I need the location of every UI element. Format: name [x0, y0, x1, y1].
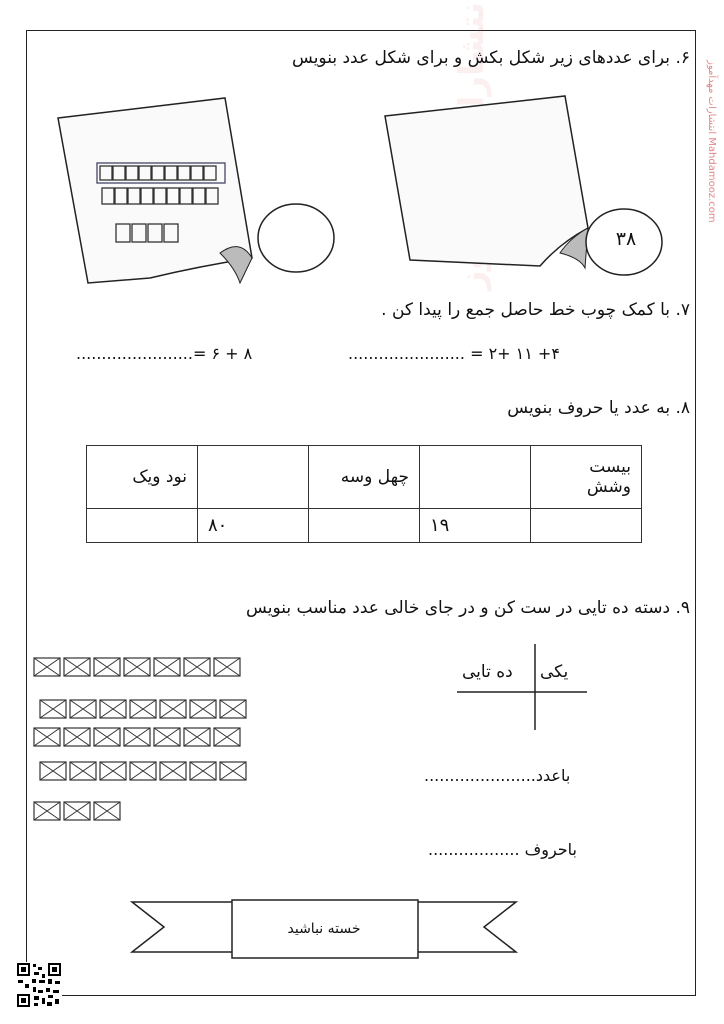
table-cell[interactable] [531, 509, 642, 543]
table-cell: ۱۹ [420, 509, 531, 543]
q8-table [86, 445, 642, 543]
by-letters-field[interactable]: باحروف .................. [428, 840, 577, 859]
place-value-lines [455, 640, 595, 735]
left-sticky-note [58, 98, 334, 283]
left-answer-circle [258, 204, 334, 272]
envelope-row-3 [34, 728, 240, 746]
table-cell: نود ویک [87, 446, 198, 509]
envelope-row-2 [40, 700, 246, 718]
q9-title: ۹. دسته ده تایی در ست کن و در جای خالی عدد مناسب بنویس [246, 598, 690, 618]
table-cell: چهل وسه [309, 446, 420, 509]
table-cell[interactable] [87, 509, 198, 543]
table-cell[interactable] [309, 509, 420, 543]
right-card-number: ۳۸ [615, 228, 637, 250]
side-watermark: انتشارات مهدآموز Mahdamooz.com [706, 60, 717, 223]
envelope-row-1 [34, 658, 240, 676]
table-cell[interactable] [420, 446, 531, 509]
table-cell: ۸۰ [198, 509, 309, 543]
table-row [87, 509, 642, 543]
q6-title: ۶. برای عددهای زیر شکل بکش و برای شکل عدد بنویس [292, 48, 690, 68]
by-number-field[interactable]: باعدد...................... [424, 766, 571, 785]
q7-expression-right: ۴+ ۱۱ +۲ = ....................... [348, 344, 560, 363]
envelope-row-4 [40, 762, 246, 780]
table-cell: بیست وشش [531, 446, 642, 509]
envelope-row-5 [34, 802, 120, 820]
table-cell[interactable] [198, 446, 309, 509]
q7-expression-left: ۸ + ۶ =....................... [76, 344, 253, 363]
q6-drawings [40, 88, 700, 298]
qr-code-icon [16, 962, 62, 1008]
q7-title: ۷. با کمک چوب خط حاصل جمع را پیدا کن . [381, 300, 690, 320]
envelope-grid [30, 650, 260, 830]
ribbon-text: خسته نباشید [287, 921, 361, 937]
q8-title: ۸. به عدد یا حروف بنویس [507, 398, 690, 418]
tens-label: ده تایی [462, 662, 513, 682]
table-row [87, 446, 642, 509]
ones-label: یکی [540, 662, 569, 682]
